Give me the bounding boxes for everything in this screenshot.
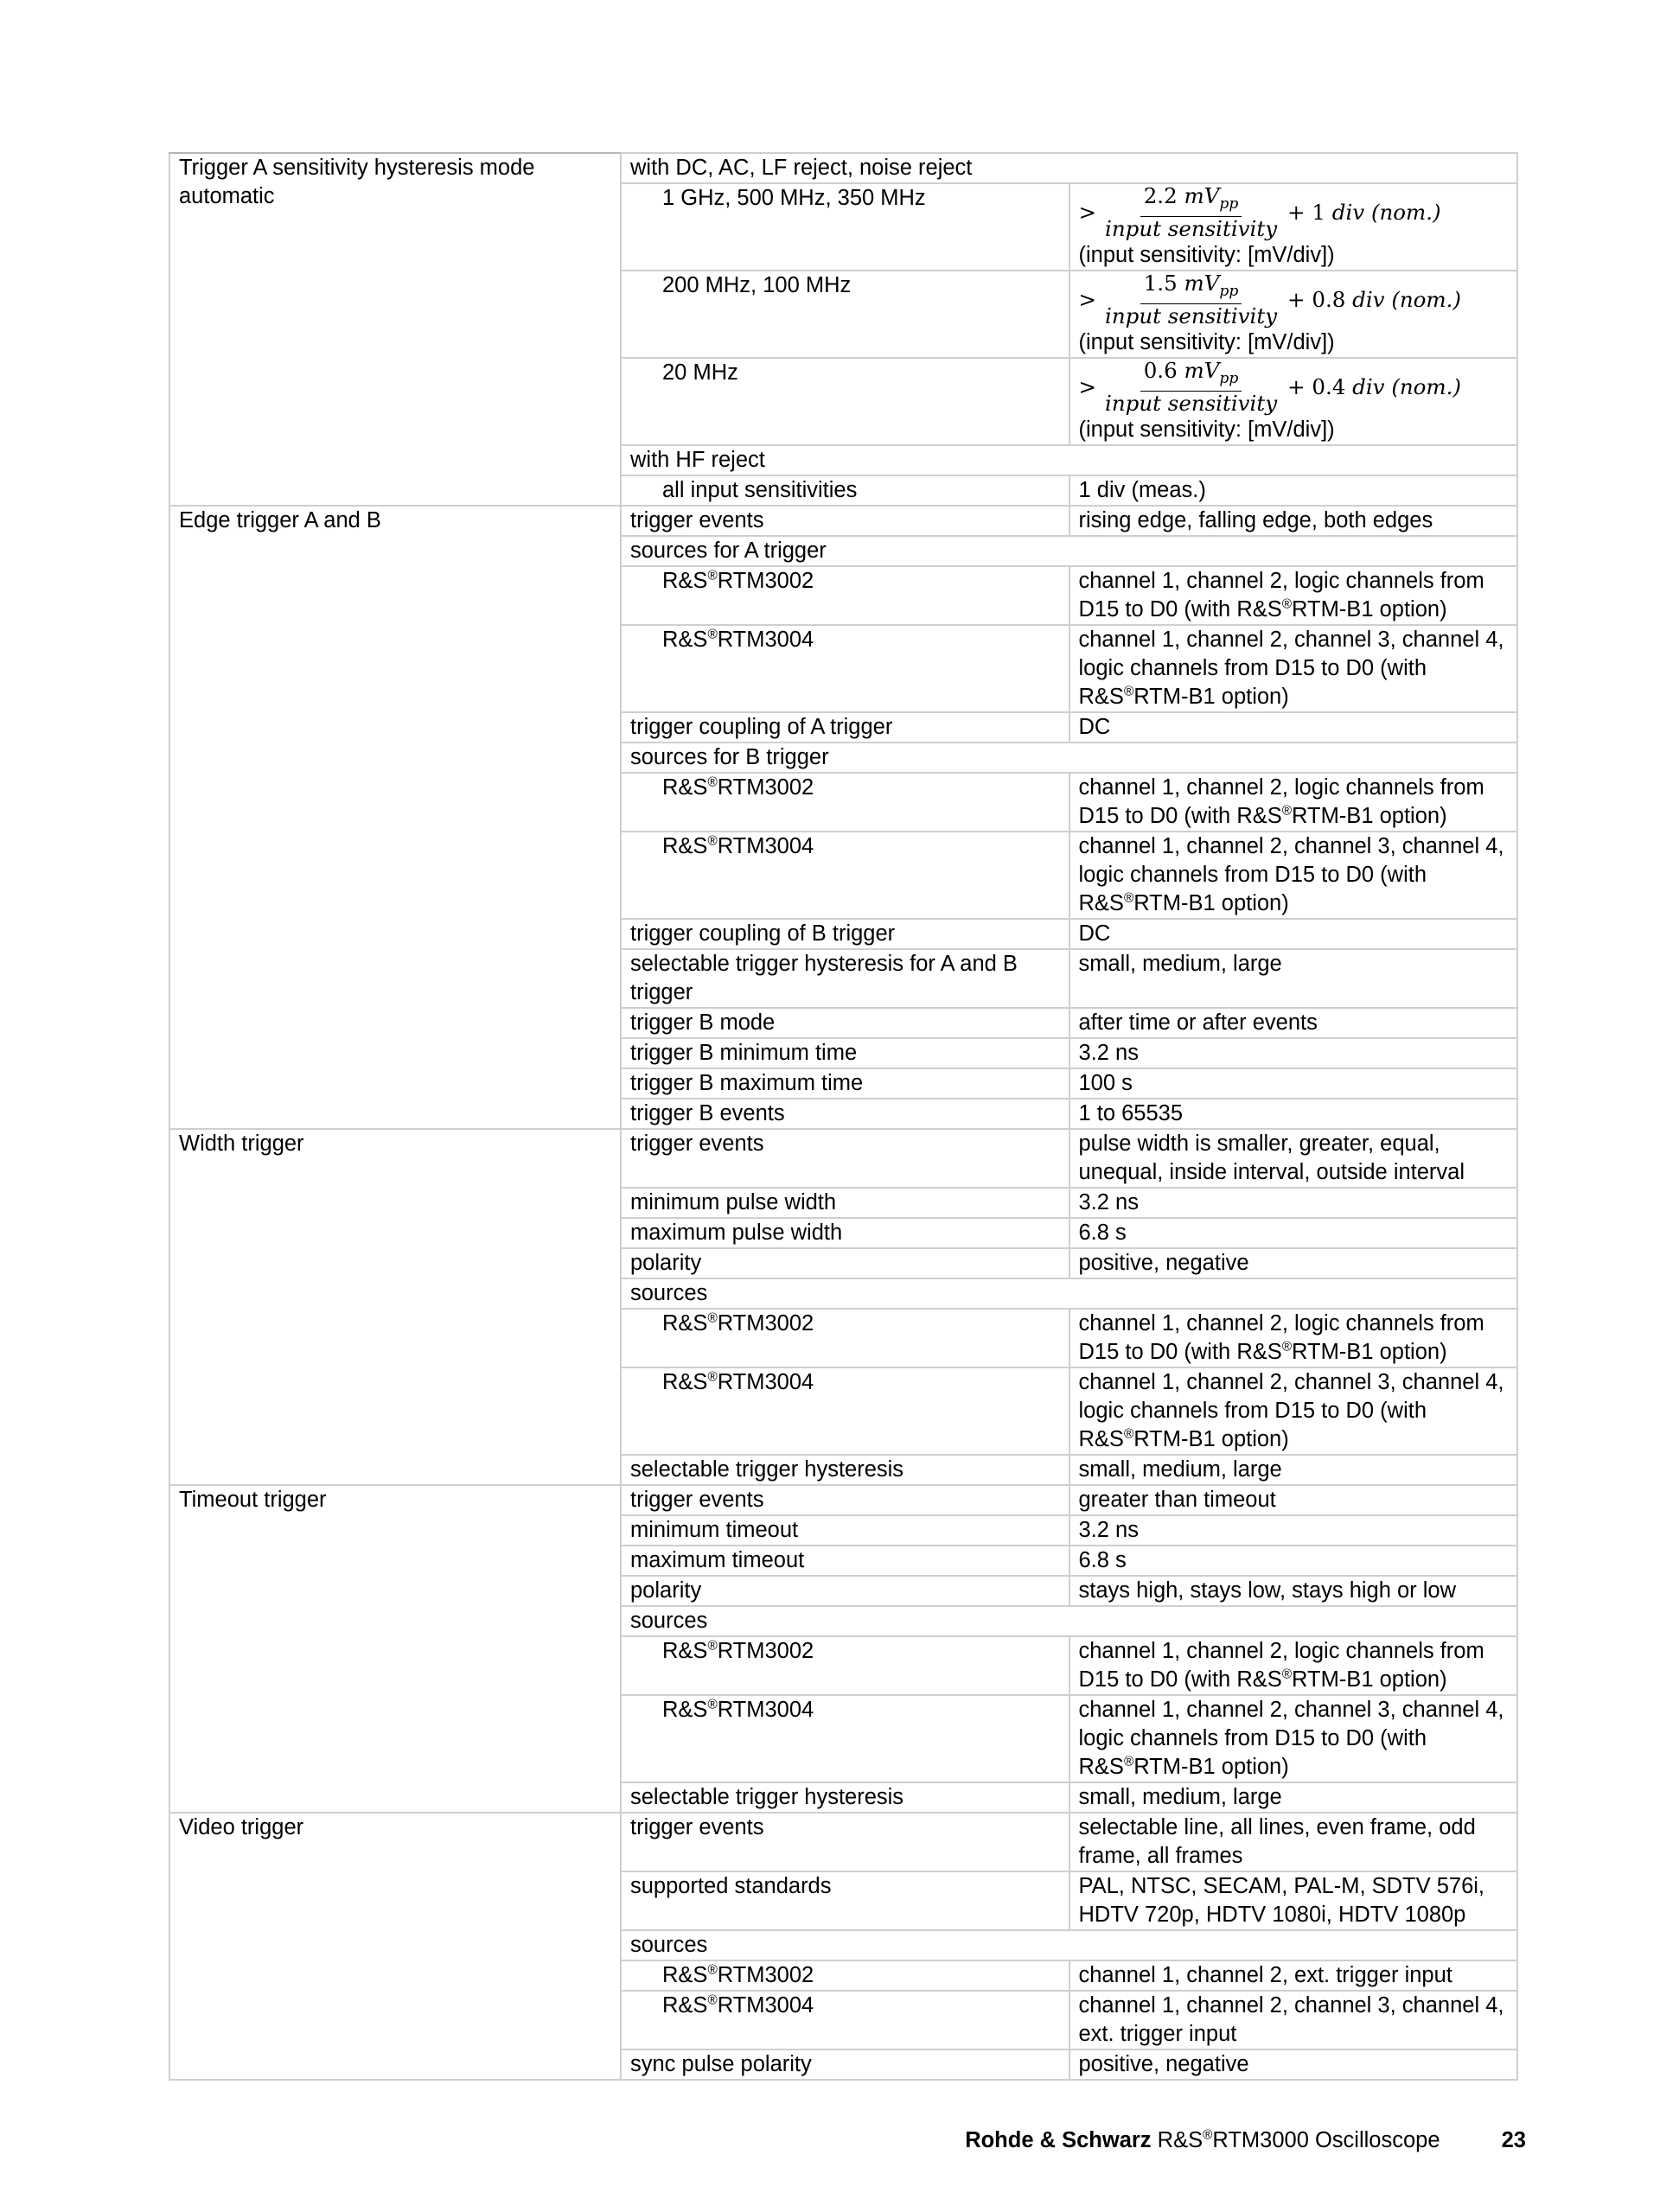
formula-fraction — [1101, 359, 1280, 416]
value-cell: channel 1, channel 2, logic channels from D15 to D0 (with R&S®RTM-B1 option) — [1069, 1309, 1518, 1367]
value-cell: DC — [1069, 712, 1518, 743]
parameter-cell: selectable trigger hysteresis for A and B trigger — [621, 949, 1069, 1008]
parameter-cell: trigger events — [621, 1129, 1069, 1188]
spec-row — [169, 1129, 1517, 1188]
value-cell: channel 1, channel 2, channel 3, channel 4, ext. trigger input — [1069, 1991, 1518, 2049]
section-category: Width trigger — [169, 1129, 621, 1485]
value-cell: channel 1, channel 2, logic channels from D15 to D0 (with R&S®RTM-B1 option) — [1069, 566, 1518, 625]
spec-row — [169, 506, 1517, 536]
value-cell: positive, negative — [1069, 2049, 1518, 2080]
spec-row — [169, 1485, 1517, 1515]
subheading-cell: with DC, AC, LF reject, noise reject — [621, 153, 1517, 183]
footer-brand: Rohde & Schwarz — [965, 2128, 1152, 2152]
value-cell: small, medium, large — [1069, 949, 1518, 1008]
section-category: Edge trigger A and B — [169, 506, 621, 1129]
parameter-cell: R&S®RTM3004 — [621, 625, 1069, 712]
footer-product: R&S®RTM3000 Oscilloscope — [1157, 2127, 1440, 2152]
value-cell: 1 to 65535 — [1069, 1099, 1518, 1129]
parameter-cell: R&S®RTM3004 — [621, 832, 1069, 919]
value-cell: selectable line, all lines, even frame, odd frame, all frames — [1069, 1813, 1518, 1871]
formula-nom: (nom.) — [1370, 200, 1441, 225]
section-category: Timeout trigger — [169, 1485, 621, 1813]
formula-div: div — [1331, 200, 1365, 225]
formula-denominator: input sensitivity — [1105, 216, 1278, 241]
value-cell: channel 1, channel 2, channel 3, channel 4, logic channels from D15 to D0 (with R&S®RTM-B1 option) — [1069, 1695, 1518, 1782]
formula-term — [1287, 201, 1441, 225]
formula-div: div — [1352, 374, 1385, 399]
formula-note: (input sensitivity: [mV/div]) — [1078, 243, 1335, 267]
parameter-cell: supported standards — [621, 1871, 1069, 1930]
formula-prefix: > — [1078, 374, 1097, 399]
formula-fraction — [1101, 184, 1280, 241]
formula-plus: + — [1287, 287, 1306, 312]
section-category: Trigger A sensitivity hysteresis mode automatic — [169, 153, 621, 506]
parameter-cell: 20 MHz — [621, 358, 1069, 445]
numerator-unit-sub: pp — [1219, 283, 1239, 300]
parameter-cell: R&S®RTM3004 — [621, 1991, 1069, 2049]
parameter-cell: trigger events — [621, 1485, 1069, 1515]
numerator-unit: mV — [1184, 183, 1220, 208]
value-cell — [1069, 271, 1518, 358]
parameter-cell: maximum pulse width — [621, 1218, 1069, 1248]
page-footer — [965, 2128, 1526, 2153]
parameter-cell: R&S®RTM3004 — [621, 1367, 1069, 1455]
subheading-cell: sources — [621, 1278, 1517, 1309]
formula-nom: (nom.) — [1391, 374, 1461, 399]
parameter-cell: R&S®RTM3002 — [621, 773, 1069, 832]
numerator-unit: mV — [1184, 271, 1220, 296]
sensitivity-formula — [1079, 271, 1461, 328]
sensitivity-formula — [1079, 359, 1461, 416]
value-cell: 100 s — [1069, 1068, 1518, 1099]
parameter-cell: polarity — [621, 1248, 1069, 1278]
value-cell: DC — [1069, 919, 1518, 949]
formula-term-value: 1 — [1312, 200, 1325, 225]
value-cell: pulse width is smaller, greater, equal, unequal, inside interval, outside interval — [1069, 1129, 1518, 1188]
formula-note: (input sensitivity: [mV/div]) — [1078, 330, 1335, 354]
parameter-cell: selectable trigger hysteresis — [621, 1782, 1069, 1813]
parameter-cell: trigger events — [621, 506, 1069, 536]
formula-note: (input sensitivity: [mV/div]) — [1078, 418, 1335, 442]
formula-numerator — [1140, 184, 1242, 217]
value-cell: 1 div (meas.) — [1069, 475, 1518, 506]
value-cell: positive, negative — [1069, 1248, 1518, 1278]
parameter-cell: all input sensitivities — [621, 475, 1069, 506]
formula-term-value: 0.8 — [1312, 287, 1346, 312]
numerator-unit-sub: pp — [1219, 195, 1239, 213]
spec-row — [169, 153, 1517, 183]
value-cell: channel 1, channel 2, ext. trigger input — [1069, 1960, 1518, 1991]
numerator-value: 1.5 — [1143, 271, 1178, 296]
value-cell: 3.2 ns — [1069, 1188, 1518, 1218]
value-cell: rising edge, falling edge, both edges — [1069, 506, 1518, 536]
formula-term — [1287, 375, 1461, 399]
value-cell: channel 1, channel 2, logic channels from D15 to D0 (with R&S®RTM-B1 option) — [1069, 773, 1518, 832]
value-cell — [1069, 358, 1518, 445]
formula-fraction — [1101, 271, 1280, 328]
value-cell: channel 1, channel 2, channel 3, channel 4, logic channels from D15 to D0 (with R&S®RTM-B1 option) — [1069, 832, 1518, 919]
parameter-cell: polarity — [621, 1576, 1069, 1606]
formula-term-value: 0.4 — [1312, 374, 1346, 399]
value-cell: small, medium, large — [1069, 1782, 1518, 1813]
value-cell: 3.2 ns — [1069, 1515, 1518, 1546]
parameter-cell: trigger events — [621, 1813, 1069, 1871]
page-number: 23 — [1501, 2128, 1526, 2152]
value-cell: small, medium, large — [1069, 1455, 1518, 1485]
value-cell: 3.2 ns — [1069, 1038, 1518, 1068]
numerator-value: 0.6 — [1143, 358, 1178, 383]
parameter-cell: R&S®RTM3004 — [621, 1695, 1069, 1782]
parameter-cell: trigger B maximum time — [621, 1068, 1069, 1099]
parameter-cell: trigger B events — [621, 1099, 1069, 1129]
formula-numerator — [1140, 271, 1242, 304]
formula-term — [1287, 288, 1461, 312]
formula-numerator — [1140, 359, 1242, 392]
numerator-unit-sub: pp — [1219, 370, 1239, 387]
parameter-cell: R&S®RTM3002 — [621, 566, 1069, 625]
value-cell: greater than timeout — [1069, 1485, 1518, 1515]
parameter-cell: selectable trigger hysteresis — [621, 1455, 1069, 1485]
formula-plus: + — [1287, 200, 1306, 225]
parameter-cell: trigger coupling of A trigger — [621, 712, 1069, 743]
parameter-cell: sync pulse polarity — [621, 2049, 1069, 2080]
parameter-cell: 200 MHz, 100 MHz — [621, 271, 1069, 358]
value-cell: stays high, stays low, stays high or low — [1069, 1576, 1518, 1606]
parameter-cell: trigger coupling of B trigger — [621, 919, 1069, 949]
parameter-cell: R&S®RTM3002 — [621, 1309, 1069, 1367]
value-cell: after time or after events — [1069, 1008, 1518, 1038]
section-category: Video trigger — [169, 1813, 621, 2080]
formula-denominator: input sensitivity — [1105, 391, 1278, 416]
subheading-cell: sources for B trigger — [621, 743, 1517, 773]
value-cell: channel 1, channel 2, channel 3, channel 4, logic channels from D15 to D0 (with R&S®RTM-B1 option) — [1069, 1367, 1518, 1455]
subheading-cell: with HF reject — [621, 445, 1517, 475]
formula-plus: + — [1287, 374, 1306, 399]
parameter-cell: trigger B minimum time — [621, 1038, 1069, 1068]
parameter-cell: R&S®RTM3002 — [621, 1960, 1069, 1991]
formula-prefix: > — [1078, 287, 1097, 312]
value-cell: 6.8 s — [1069, 1546, 1518, 1576]
value-cell: channel 1, channel 2, logic channels from D15 to D0 (with R&S®RTM-B1 option) — [1069, 1636, 1518, 1695]
sensitivity-formula — [1079, 184, 1441, 241]
parameter-cell: R&S®RTM3002 — [621, 1636, 1069, 1695]
parameter-cell: maximum timeout — [621, 1546, 1069, 1576]
subheading-cell: sources — [621, 1930, 1517, 1960]
formula-prefix: > — [1078, 200, 1097, 225]
spec-table — [169, 152, 1518, 2081]
subheading-cell: sources for A trigger — [621, 536, 1517, 566]
numerator-value: 2.2 — [1143, 183, 1178, 208]
formula-div: div — [1352, 287, 1385, 312]
value-cell — [1069, 183, 1518, 271]
parameter-cell: trigger B mode — [621, 1008, 1069, 1038]
value-cell: channel 1, channel 2, channel 3, channel 4, logic channels from D15 to D0 (with R&S®RTM-B1 option) — [1069, 625, 1518, 712]
value-cell: PAL, NTSC, SECAM, PAL-M, SDTV 576i, HDTV 720p, HDTV 1080i, HDTV 1080p — [1069, 1871, 1518, 1930]
parameter-cell: minimum pulse width — [621, 1188, 1069, 1218]
subheading-cell: sources — [621, 1606, 1517, 1636]
parameter-cell: 1 GHz, 500 MHz, 350 MHz — [621, 183, 1069, 271]
parameter-cell: minimum timeout — [621, 1515, 1069, 1546]
formula-nom: (nom.) — [1391, 287, 1461, 312]
spec-row — [169, 1813, 1517, 1871]
numerator-unit: mV — [1184, 358, 1220, 383]
formula-denominator: input sensitivity — [1105, 303, 1278, 328]
value-cell: 6.8 s — [1069, 1218, 1518, 1248]
